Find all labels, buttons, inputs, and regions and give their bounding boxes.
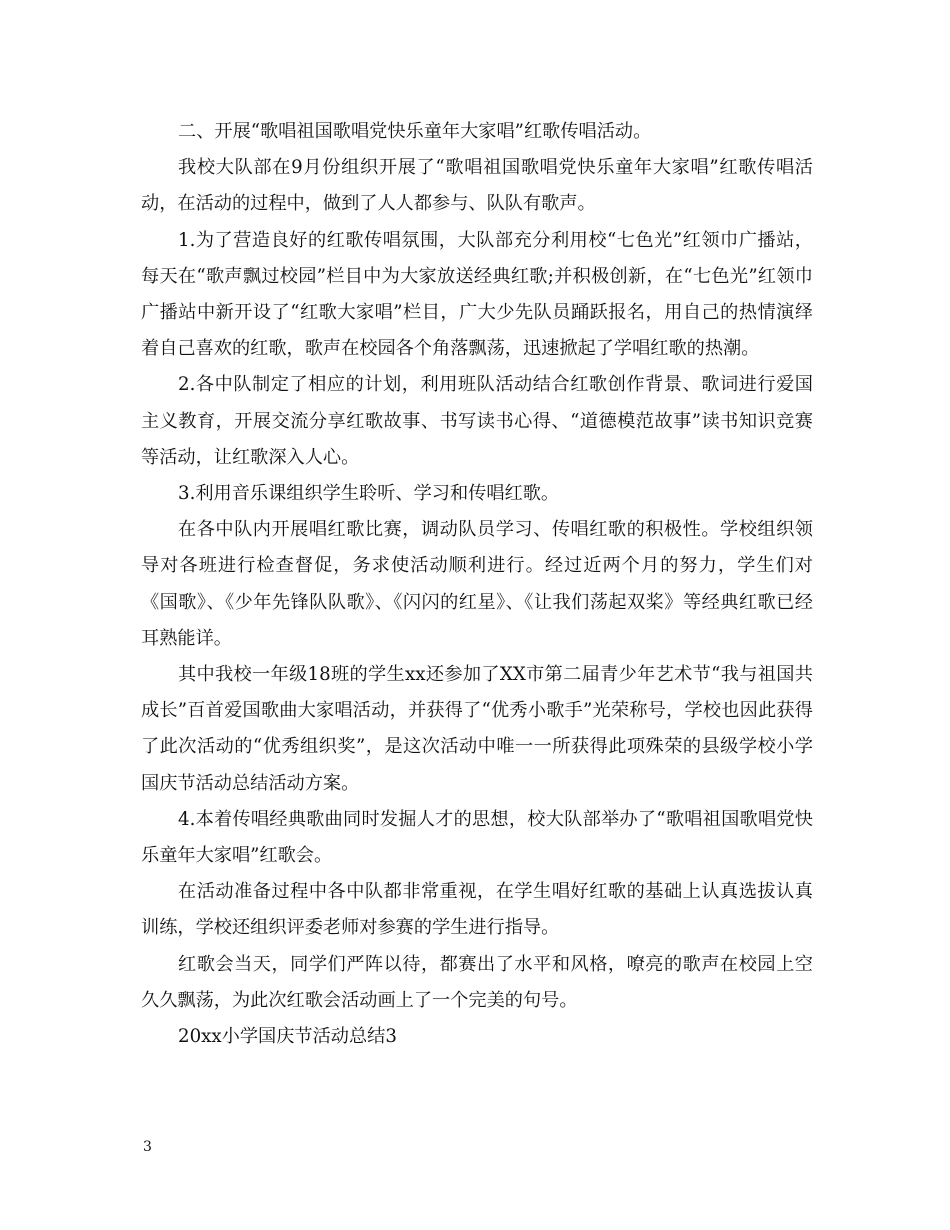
document-body <box>141 114 813 1055</box>
page-number: 3 <box>143 1139 152 1155</box>
paragraph: 在各中队内开展唱红歌比赛，调动队员学习、传唱红歌的积极性。学校组织领导对各班进行检查督促，务求使活动顺利进行。经过近两个月的努力，学生们对《国歌》、《少年先锋队队歌》、《闪闪的红星》、《让我们荡起双桨》等经典红歌已经耳熟能详。 <box>141 519 813 649</box>
paragraph-list-item: 3.利用音乐课组织学生聆听、学习和传唱红歌。 <box>178 483 560 505</box>
paragraph-list-item: 4.本着传唱经典歌曲同时发掘人才的思想，校大队部举办了“歌唱祖国歌唱党快乐童年大家唱”红歌会。 <box>141 808 813 867</box>
paragraph: 在活动准备过程中各中队都非常重视，在学生唱好红歌的基础上认真选拔认真训练，学校还组织评委老师对参赛的学生进行指导。 <box>141 881 813 939</box>
paragraph-next-heading: 20xx小学国庆节活动总结3 <box>178 1026 397 1048</box>
paragraph-list-item: 1.为了营造良好的红歌传唱氛围，大队部充分利用校“七色光”红领巾广播站，每天在“歌声飘过校园”栏目中为大家放送经典红歌;并积极创新，在“七色光”红领巾广播站中新开设了“红歌大家唱”栏目，广大少先队员踊跃报名，用自己的热情演绎着自己喜欢的红歌，歌声在校园各个角落飘荡，迅速掀起了学唱红歌的热潮。 <box>141 229 813 360</box>
paragraph: 其中我校一年级18班的学生xx还参加了XX市第二届青少年艺术节“我与祖国共成长”百首爱国歌曲大家唱活动，并获得了“优秀小歌手”光荣称号，学校也因此获得了此次活动的“优秀组织奖”，是这次活动中唯一一所获得此项殊荣的县级学校小学国庆节活动总结活动方案。 <box>141 664 813 794</box>
paragraph-list-item: 2.各中队制定了相应的计划，利用班队活动结合红歌创作背景、歌词进行爱国主义教育，开展交流分享红歌故事、书写读书心得、“道德模范故事”读书知识竞赛等活动，让红歌深入人心。 <box>141 374 813 468</box>
paragraph-section-heading: 二、开展“歌唱祖国歌唱党快乐童年大家唱”红歌传唱活动。 <box>178 121 652 142</box>
paragraph: 我校大队部在9月份组织开展了“歌唱祖国歌唱党快乐童年大家唱”红歌传唱活动，在活动的过程中，做到了人人都参与、队队有歌声。 <box>141 157 813 215</box>
paragraph: 红歌会当天，同学们严阵以待，都赛出了水平和风格，嘹亮的歌声在校园上空久久飘荡，为此次红歌会活动画上了一个完美的句号。 <box>141 953 813 1011</box>
